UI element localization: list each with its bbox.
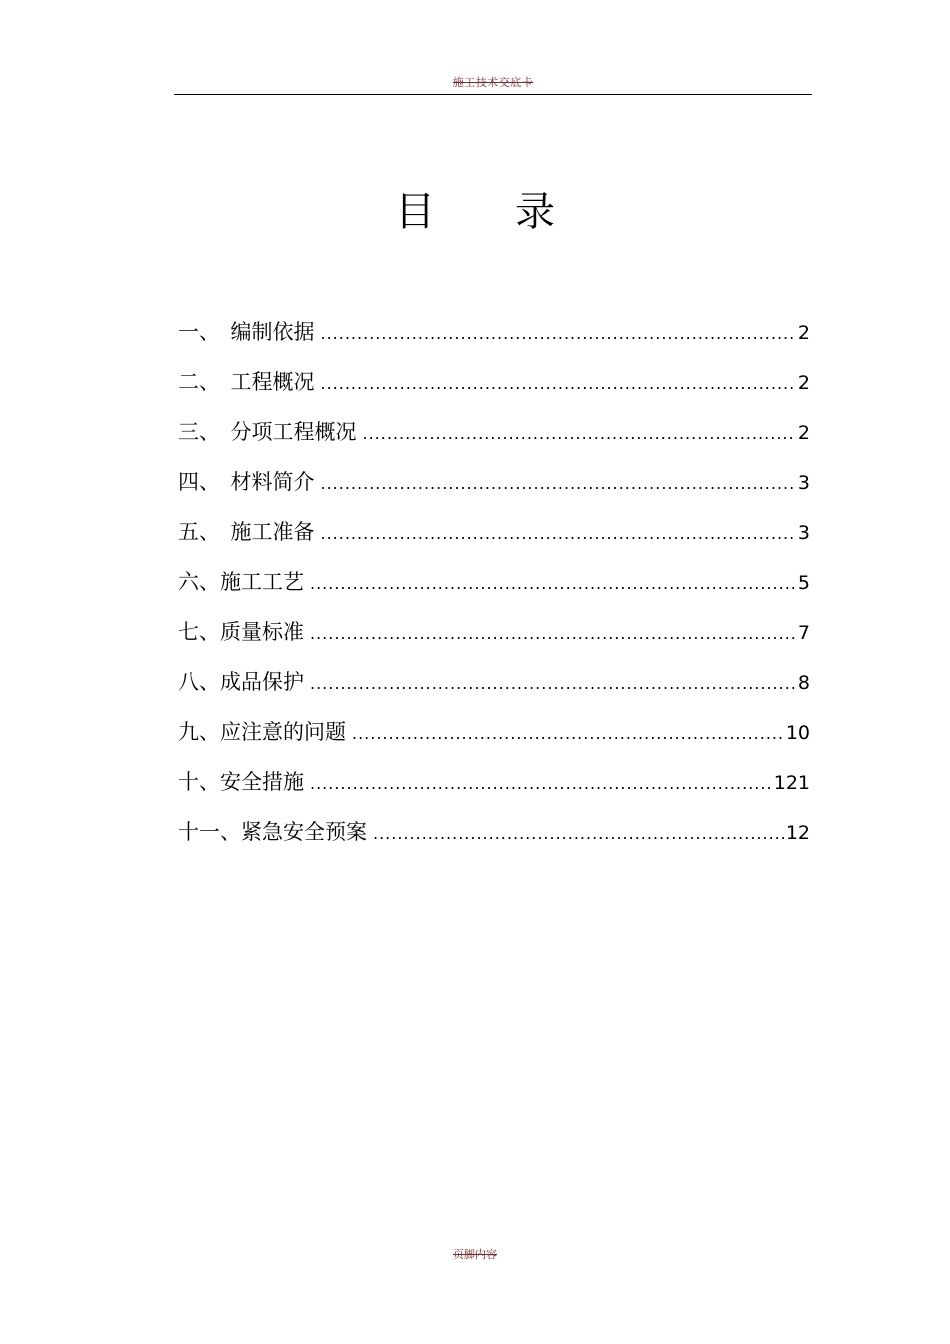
toc-entry-label: 分项工程概况 (230, 420, 357, 444)
toc-entry-page: 8 (797, 672, 810, 694)
toc-entry[interactable] (178, 814, 810, 864)
toc-entry-label: 施工工艺 (220, 570, 304, 594)
toc-entry-number: 九、 (178, 720, 220, 744)
toc-entry[interactable] (178, 414, 810, 464)
toc-leader-dots (310, 766, 772, 802)
toc-entry-number: 三、 (178, 420, 231, 444)
toc-entry-number: 四、 (178, 470, 231, 494)
toc-entry-number: 十一、 (178, 820, 241, 844)
toc-entry-number: 一、 (178, 320, 231, 344)
toc-entry[interactable] (178, 764, 810, 814)
toc-entry-label: 材料简介 (230, 470, 315, 494)
toc-entry-page: 10 (785, 722, 810, 744)
toc-entry-label: 成品保护 (220, 670, 304, 694)
toc-entry[interactable] (178, 514, 810, 564)
toc-leader-dots (321, 316, 796, 352)
toc-leader-dots (321, 366, 796, 402)
toc-entry-label: 编制依据 (230, 320, 315, 344)
toc-entry[interactable] (178, 664, 810, 714)
toc-entry-page: 2 (797, 372, 810, 394)
toc-entry[interactable] (178, 564, 810, 614)
toc-entry-label: 安全措施 (220, 770, 304, 794)
toc-entry[interactable] (178, 314, 810, 364)
toc-entry-number: 二、 (178, 370, 231, 394)
toc-leader-dots (321, 516, 796, 552)
toc-entry-number: 五、 (178, 520, 231, 544)
toc-entry[interactable] (178, 614, 810, 664)
toc-leader-dots (310, 616, 796, 652)
toc-leader-dots (373, 816, 784, 852)
toc-leader-dots (321, 466, 796, 502)
toc-entry-label: 质量标准 (220, 620, 304, 644)
toc-entry-page: 3 (797, 522, 810, 544)
toc-entry[interactable] (178, 364, 810, 414)
toc-entry-label: 紧急安全预案 (241, 820, 367, 844)
header-text: 施工技术交底卡 (452, 76, 534, 89)
toc-leader-dots (310, 566, 796, 602)
page-footer: 页脚内容 (453, 1248, 497, 1261)
toc-entry-label: 施工准备 (230, 520, 315, 544)
toc-leader-dots (352, 716, 784, 752)
toc-entry-page: 2 (797, 422, 810, 444)
toc-entry-page: 2 (797, 322, 810, 344)
table-of-contents (178, 314, 810, 864)
toc-entry[interactable] (178, 714, 810, 764)
toc-entry-page: 5 (797, 572, 810, 594)
toc-leader-dots (310, 666, 796, 702)
page-header (174, 70, 812, 95)
toc-entry-label: 工程概况 (230, 370, 315, 394)
toc-entry-page: 7 (797, 622, 810, 644)
toc-leader-dots (363, 416, 796, 452)
toc-entry-page: 12 (785, 822, 810, 844)
toc-entry-number: 十、 (178, 770, 220, 794)
toc-entry-label: 应注意的问题 (220, 720, 346, 744)
toc-entry[interactable] (178, 464, 810, 514)
toc-entry-number: 七、 (178, 620, 220, 644)
toc-entry-page: 3 (797, 472, 810, 494)
toc-title: 目 录 (395, 189, 555, 235)
toc-entry-number: 八、 (178, 670, 220, 694)
toc-entry-page: 121 (773, 772, 810, 794)
toc-entry-number: 六、 (178, 570, 220, 594)
